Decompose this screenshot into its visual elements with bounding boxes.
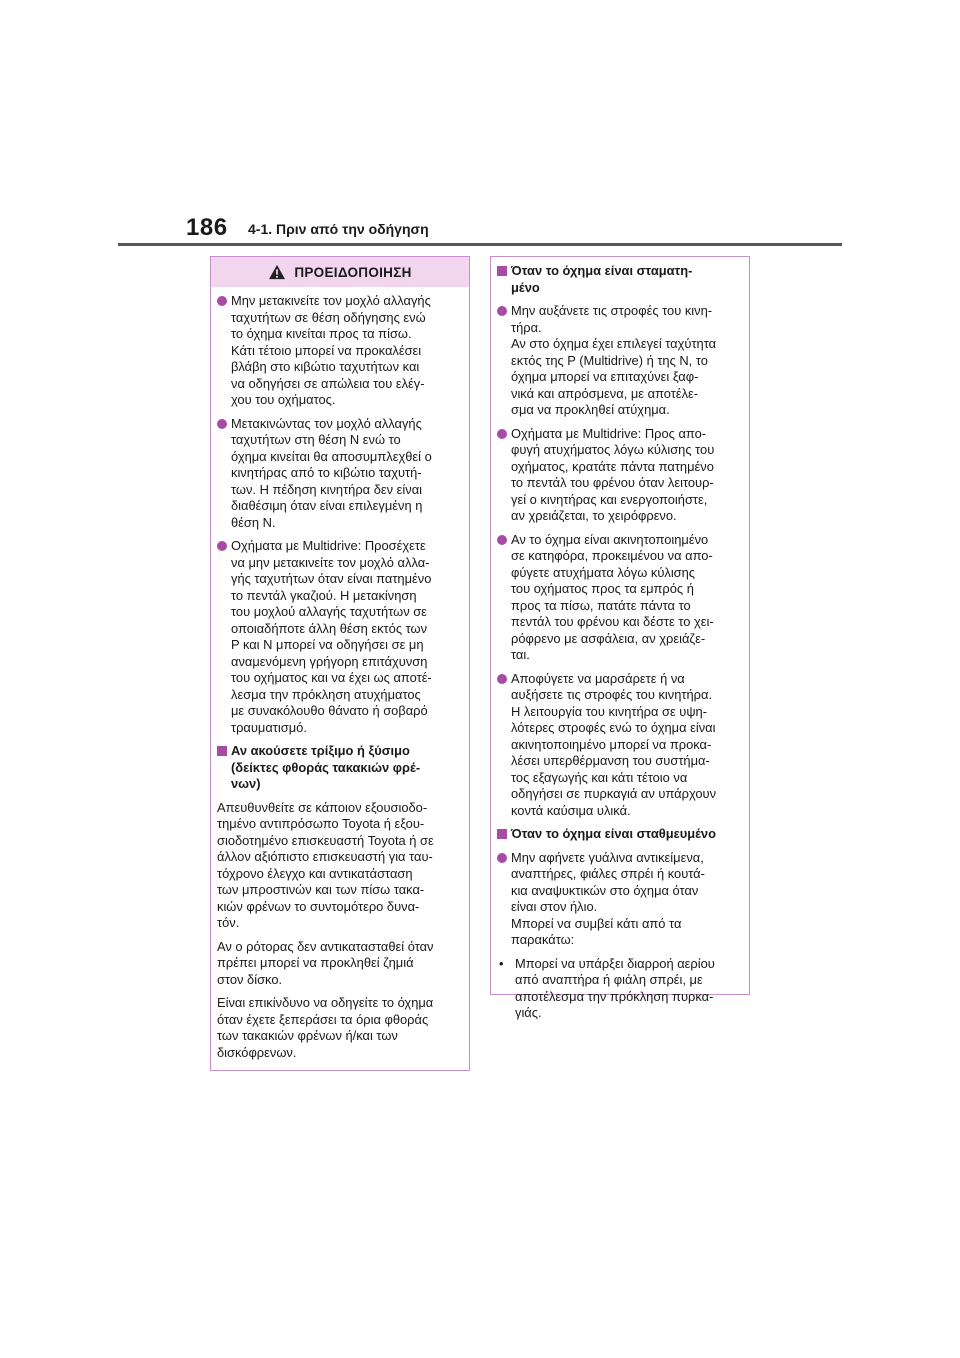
warning-box <box>210 256 470 1071</box>
warning-box-continued <box>490 256 750 1020</box>
bullet-circle-icon <box>497 535 507 545</box>
bullet-circle-icon <box>497 853 507 863</box>
bullet-circle-icon <box>217 419 227 429</box>
warning-title: ΠΡΟΕΙΔΟΠΟΙΗΣΗ <box>294 264 412 280</box>
warning-content-continued <box>491 257 749 1035</box>
list-item <box>217 416 463 532</box>
bullet-square-icon <box>497 266 507 276</box>
page-number: 186 <box>186 214 228 241</box>
bullet-circle-icon <box>497 674 507 684</box>
paragraph: Αν ο ρότορας δεν αντικατασταθεί όταν πρέπει μπορεί να προκληθεί ζημιά στον δίσκο. <box>217 938 434 987</box>
list-item <box>217 293 463 409</box>
bullet-square-icon <box>497 829 507 839</box>
list-item <box>217 538 463 736</box>
subsection-heading-text: Όταν το όχημα είναι σταματη- μένο <box>511 263 693 295</box>
subsection-heading <box>497 263 743 296</box>
sub-bullet-text: Μπορεί να υπάρξει διαρροή αερίου από αναπτήρα ή φιάλη σπρέι, με αποτέλεσμα την πρόκληση πυρκα- γιάς. <box>515 955 715 1020</box>
list-item-text: Μην μετακινείτε τον μοχλό αλλαγής ταχυτήτων σε θέση οδήγησης ενώ το όχημα κινείται προς τα πίσω. Κάτι τέτοιο μπορεί να προκαλέσει βλάβη στο κιβώτιο ταχυτήτων και να οδηγήσει σε απώλεια του ελέγ- χου του οχήματος. <box>231 293 431 407</box>
subsection-heading <box>497 826 743 843</box>
bullet-circle-icon <box>217 541 227 551</box>
list-item <box>497 671 743 820</box>
list-item-text: Οχήματα με Multidrive: Προσέχετε να μην μετακινείτε τον μοχλό αλλα- γής ταχυτήτων όταν είναι πατημένο το πεντάλ γκαζιού. Η μετακίνηση του μοχλού αλλαγής ταχυτήτων σε οποιαδήποτε άλλη θέση εκτός των P και N μπορεί να οδηγήσει σε μη αναμενόμενη γρήγορη επιτάχυνση του οχήματος και να έχει ως αποτέ- λεσμα την πρόκληση ατυχήματος με συνακόλουθο θάνατο ή σοβαρό τραυματισμό. <box>231 538 432 735</box>
list-item <box>497 850 743 949</box>
list-item-text: Αποφύγετε να μαρσάρετε ή να αυξήσετε τις στροφές του κινητήρα. Η λειτουργία του κινητήρα σε υψη- λότερες στροφές ενώ το όχημα είναι ακινητοποιημένο μπορεί να προκα- λέσει υπερθέρμανση του συστήμα- τος εξαγωγής και κάτι τέτοιο να οδηγήσει σε πυρκαγιά αν υπάρχουν κοντά καύσιμα υλικά. <box>511 670 717 818</box>
bullet-square-icon <box>217 746 227 756</box>
list-item <box>497 303 743 419</box>
subsection-heading-text: Όταν το όχημα είναι σταθμευμένο <box>511 826 716 841</box>
warning-content <box>211 287 469 1074</box>
list-item-text: Μην αυξάνετε τις στροφές του κινη- τήρα. Αν στο όχημα έχει επιλεγεί ταχύτητα εκτός της P (Multidrive) ή της N, το όχημα μπορεί να επιταχύνει ξαφ- νικά και απρόσμενα, με αποτέλε- σμα να προκληθεί ατύχημα. <box>511 303 717 417</box>
warning-triangle-icon <box>268 264 286 280</box>
bullet-circle-icon <box>217 296 227 306</box>
section-title: 4-1. Πριν από την οδήγηση <box>248 221 429 237</box>
warning-header <box>211 257 469 287</box>
list-item-text: Μην αφήνετε γυάλινα αντικείμενα, αναπτήρες, φιάλες σπρέι ή κουτά- κια αναψυκτικών στο όχημα όταν είναι στον ήλιο. Μπορεί να συμβεί κάτι από τα παρακάτω: <box>511 849 705 947</box>
list-item-text: Μετακινώντας τον μοχλό αλλαγής ταχυτήτων στη θέση N ενώ το όχημα κινείται θα αποσυμπλεχθεί ο κινητήρας από το κιβώτιο ταχυτή- των. Η πέδηση κινητήρα δεν είναι διαθέσιμη όταν είναι επιλεγμένη η θέση N. <box>231 415 432 530</box>
paragraph: Απευθυνθείτε σε κάποιον εξουσιοδο- τημένο αντιπρόσωπο Toyota ή εξου- σιοδοτημένο επισκευαστή Toyota ή σε άλλον αξιόπιστο επισκευαστή για ταυ- τόχρονο έλεγχο και αντικατάσταση των μπροστινών και των πίσω τακα- κιών φρένων το συντομότερο δυνα- τόν. <box>217 799 434 930</box>
list-item-text: Αν το όχημα είναι ακινητοποιημένο σε κατηφόρα, προκειμένου να απο- φύγετε ατυχήματα λόγω κύλισης του οχήματος προς τα εμπρός ή προς τα πίσω, πατάτε πάντα το πεντάλ του φρένου και δέστε το χει- ρόφρενο με ασφάλεια, αν χρειάζε- ται. <box>511 531 714 662</box>
subsection-heading <box>217 743 463 793</box>
bullet-dot-icon: • <box>499 955 504 971</box>
bullet-circle-icon <box>497 429 507 439</box>
list-item-text: Οχήματα με Multidrive: Προς απο- φυγή ατυχήματος λόγω κύλισης του οχήματος, κρατάτε πάντα πατημένο το πεντάλ του φρένου όταν λειτουρ- γεί ο κινητήρας και ενεργοποιήστε, αν χρειάζεται, το χειρόφρενο. <box>511 425 715 523</box>
subsection-heading-text: Αν ακούσετε τρίξιμο ή ξύσιμο (δείκτες φθοράς τακακιών φρέ- νων) <box>231 743 421 791</box>
list-item <box>497 532 743 664</box>
paragraph: Είναι επικίνδυνο να οδηγείτε το όχημα όταν έχετε ξεπεράσει τα όρια φθοράς των τακακιών φρένων ή/και των δισκόφρενων. <box>217 995 434 1060</box>
header-divider <box>118 243 842 246</box>
bullet-circle-icon <box>497 306 507 316</box>
sub-bullet-item <box>497 956 743 1022</box>
list-item <box>497 426 743 525</box>
